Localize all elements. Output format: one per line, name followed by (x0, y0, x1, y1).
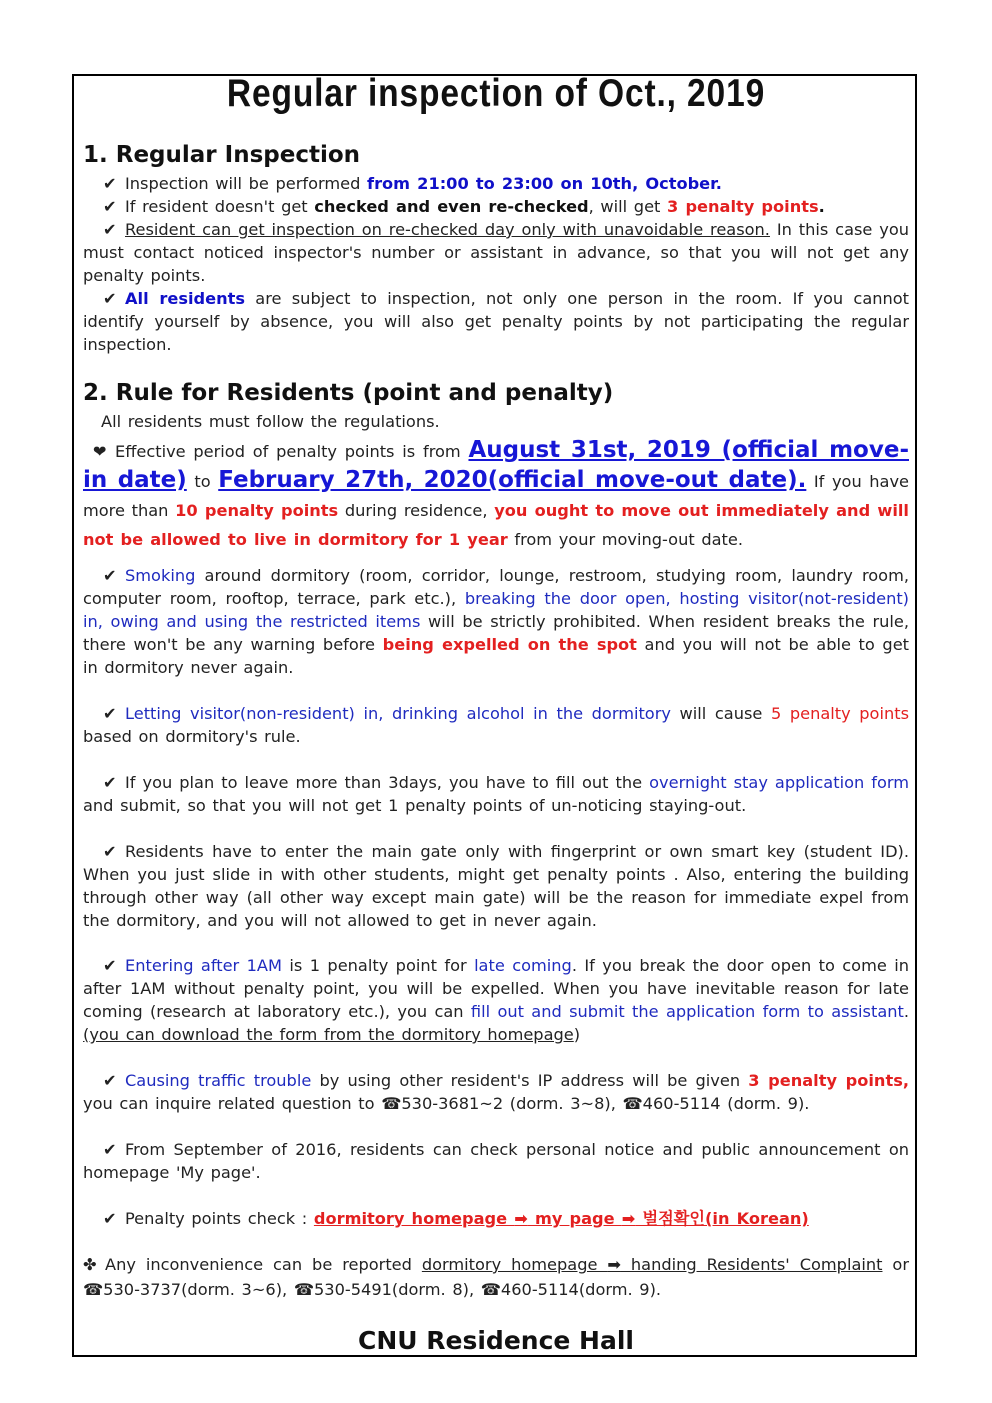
star-icon: ✤ (83, 1255, 97, 1274)
arrow-icon: ➡ (621, 1209, 636, 1228)
heart-icon: ❤ (93, 442, 107, 461)
section-1-heading: 1. Regular Inspection (83, 142, 361, 168)
effective-period-item: ❤ Effective period of penalty points is from August 31st, 2019 (official move-in date) to February 27th, 2020(official move-out date). If you have more than 10 penalty points during residence, you ought to move out immediately and will not be allowed to live in dormitory for 1 year from your moving-out date. (83, 437, 910, 549)
traffic-rule-item: ✔ Causing traffic trouble by using other resident's IP address will be given 3 penalty points, you can inquire related question to ☎530-3681~2 (dorm. 3~8), ☎460-5114 (dorm. 9). (83, 1071, 909, 1113)
check-icon: ✔ (103, 289, 117, 308)
section-2-intro: All residents must follow the regulations. (101, 412, 440, 431)
check-icon: ✔ (103, 842, 117, 861)
overnight-stay-item: ✔ If you plan to leave more than 3days, you have to fill out the overnight stay application form and submit, so that you will not get 1 penalty points of un-noticing staying-out. (83, 773, 910, 815)
recheck-day-item: ✔ Resident can get inspection on re-checked day only with unavoidable reason. In this case you must contact noticed inspector's number or assistant in advance, so that you will not get any penalty points. (83, 220, 910, 285)
check-icon: ✔ (103, 773, 117, 792)
check-icon: ✔ (103, 1140, 117, 1159)
check-icon: ✔ (103, 174, 117, 193)
phone-icon: ☎ (83, 1280, 104, 1299)
page-title: Regular inspection of Oct., 2019 (226, 72, 766, 115)
check-icon: ✔ (103, 197, 117, 216)
check-icon: ✔ (103, 704, 117, 723)
check-icon: ✔ (103, 566, 117, 585)
arrow-icon: ➡ (607, 1255, 621, 1274)
check-icon: ✔ (103, 220, 117, 239)
phone-icon: ☎ (622, 1094, 643, 1113)
smoking-rule-item: ✔ Smoking around dormitory (room, corridor, lounge, restroom, studying room, laundry room, computer room, rooftop, terrace, park etc.), breaking the door open, hosting visitor(not-resident) in, owing and using the restricted items will be strictly prohibited. When resident breaks the rule, there won't be any warning before being expelled on the spot and you will not be able to get in dormitory never again. (83, 566, 910, 677)
phone-icon: ☎ (293, 1280, 314, 1299)
penalty-check-item: ✔ Penalty points check : dormitory homepage ➡ my page ➡ 벌점확인(in Korean) (103, 1209, 809, 1228)
check-icon: ✔ (103, 1209, 117, 1228)
inspection-time-item: ✔ Inspection will be performed from 21:00 to 23:00 on 10th, October. (103, 174, 722, 193)
recheck-penalty-item: ✔ If resident doesn't get checked and even re-checked, will get 3 penalty points. (103, 197, 825, 216)
footer-signature: CNU Residence Hall (358, 1326, 634, 1355)
my-page-item: ✔ From September of 2016, residents can check personal notice and public announcement on homepage 'My page'. (83, 1140, 909, 1182)
late-coming-item: ✔ Entering after 1AM is 1 penalty point for late coming. If you break the door open to come in after 1AM without penalty point, you will be expelled. When you have inevitable reason for late coming (research at laboratory etc.), you can fill out and submit the application form to assistant. (you can download the form from the dormitory homepage) (83, 956, 910, 1044)
complaint-item: ✤ Any inconvenience can be reported dormitory homepage ➡ handing Residents' Complaint or ☎530-3737(dorm. 3~6), ☎530-5491(dorm. 8), ☎460-5114(dorm. 9). (83, 1252, 909, 1302)
all-residents-item: ✔ All residents are subject to inspection, not only one person in the room. If you cannot identify yourself by absence, you will also get penalty points by not participating the regular inspection. (83, 289, 910, 354)
phone-icon: ☎ (381, 1094, 402, 1113)
check-icon: ✔ (103, 1071, 117, 1090)
check-icon: ✔ (103, 956, 117, 975)
visitor-rule-item: ✔ Letting visitor(non-resident) in, drinking alcohol in the dormitory will cause 5 penalty points based on dormitory's rule. (83, 704, 910, 746)
arrow-icon: ➡ (514, 1209, 528, 1228)
main-gate-item: ✔ Residents have to enter the main gate only with fingerprint or own smart key (student ID). When you just slide in with other students, might get penalty points . Also, entering the building through other way (all other way except main gate) will be the reason for immediate expel from the dormitory, and you will not allowed to get in never again. (83, 842, 909, 930)
section-2-heading: 2. Rule for Residents (point and penalty) (83, 380, 614, 406)
phone-icon: ☎ (480, 1280, 501, 1299)
